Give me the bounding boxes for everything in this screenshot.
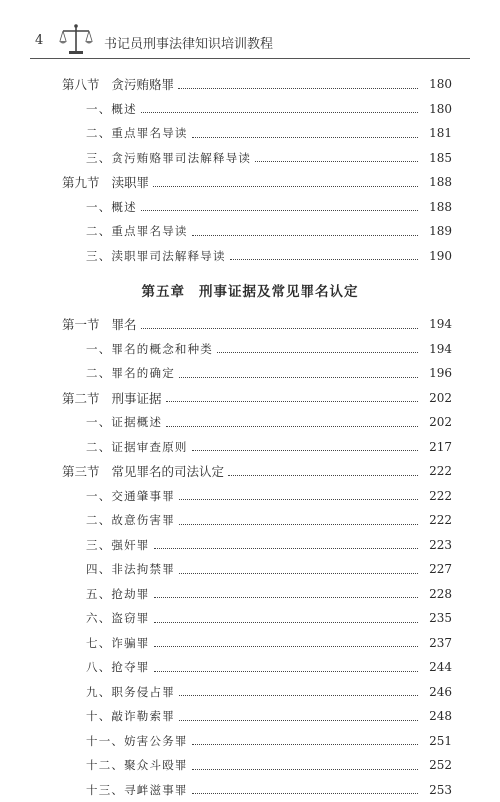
toc-subsection-entry[interactable]: [0, 195, 500, 220]
dot-leader: [154, 622, 419, 623]
dot-leader: [179, 499, 418, 500]
toc-subsection-entry[interactable]: [0, 582, 500, 607]
toc-subsection-entry[interactable]: [0, 729, 500, 754]
page-reference: 244: [422, 660, 452, 674]
page-reference: 217: [422, 440, 452, 454]
book-title: 书记员刑事法律知识培训教程: [104, 33, 273, 52]
chapter-number: 第五章: [142, 280, 186, 300]
entry-title: 二、重点罪名导读: [86, 223, 188, 239]
page-reference: 202: [422, 415, 452, 429]
dot-leader: [217, 352, 418, 353]
dot-leader: [230, 259, 418, 260]
toc-sections-after: [0, 312, 500, 802]
toc-section-entry[interactable]: [0, 459, 500, 484]
header-divider: [30, 58, 470, 59]
dot-leader: [153, 186, 418, 187]
dot-leader: [141, 328, 418, 329]
entry-title: 常见罪名的司法认定: [112, 462, 225, 480]
dot-leader: [166, 401, 418, 402]
scales-of-justice-icon: [58, 22, 94, 56]
entry-title: 渎职罪: [112, 173, 150, 191]
toc-subsection-entry[interactable]: [0, 753, 500, 778]
entry-title: 一、交通肇事罪: [86, 488, 175, 504]
toc-subsection-entry[interactable]: [0, 146, 500, 171]
dot-leader: [192, 793, 418, 794]
toc-section-entry[interactable]: [0, 72, 500, 97]
page-reference: 180: [422, 102, 452, 116]
dot-leader: [192, 450, 418, 451]
dot-leader: [154, 671, 419, 672]
dot-leader: [154, 548, 419, 549]
entry-title: 五、抢劫罪: [86, 586, 150, 602]
page-reference: 235: [422, 611, 452, 625]
toc-subsection-entry[interactable]: [0, 778, 500, 802]
toc-subsection-entry[interactable]: [0, 244, 500, 269]
page-reference: 222: [422, 464, 452, 478]
dot-leader: [179, 720, 418, 721]
toc-subsection-entry[interactable]: [0, 410, 500, 435]
page-reference: 251: [422, 734, 452, 748]
dot-leader: [166, 426, 418, 427]
entry-title: 三、贪污贿赂罪司法解释导读: [86, 150, 251, 166]
page-reference: 227: [422, 562, 452, 576]
table-of-contents: [0, 72, 500, 802]
dot-leader: [179, 524, 418, 525]
section-number: 第二节: [62, 389, 100, 407]
dot-leader: [154, 597, 419, 598]
entry-title: 七、诈骗罪: [86, 635, 150, 651]
entry-title: 贪污贿赂罪: [112, 75, 175, 93]
page-reference: 194: [422, 342, 452, 356]
section-number: 第一节: [62, 315, 100, 333]
page-reference: 185: [422, 151, 452, 165]
entry-title: 二、重点罪名导读: [86, 125, 188, 141]
entry-title: 一、概述: [86, 199, 137, 215]
toc-subsection-entry[interactable]: [0, 655, 500, 680]
dot-leader: [192, 235, 418, 236]
entry-title: 三、渎职罪司法解释导读: [86, 248, 226, 264]
toc-sections-before: [0, 72, 500, 268]
section-number: 第三节: [62, 462, 100, 480]
entry-title: 十二、聚众斗殴罪: [86, 757, 188, 773]
entry-title: 一、概述: [86, 101, 137, 117]
toc-subsection-entry[interactable]: [0, 435, 500, 460]
entry-title: 刑事证据: [112, 389, 162, 407]
entry-title: 二、证据审查原则: [86, 439, 188, 455]
page-reference: 248: [422, 709, 452, 723]
dot-leader: [141, 112, 418, 113]
page-header: [0, 0, 500, 62]
entry-title: 四、非法拘禁罪: [86, 561, 175, 577]
page-reference: 188: [422, 200, 452, 214]
dot-leader: [255, 161, 418, 162]
toc-subsection-entry[interactable]: [0, 484, 500, 509]
entry-title: 一、证据概述: [86, 414, 162, 430]
toc-subsection-entry[interactable]: [0, 704, 500, 729]
toc-subsection-entry[interactable]: [0, 533, 500, 558]
page-reference: 188: [422, 175, 452, 189]
entry-title: 十一、妨害公务罪: [86, 733, 188, 749]
entry-title: 三、强奸罪: [86, 537, 150, 553]
chapter-title: 刑事证据及常见罪名认定: [199, 280, 359, 300]
toc-subsection-entry[interactable]: [0, 508, 500, 533]
toc-subsection-entry[interactable]: [0, 361, 500, 386]
toc-subsection-entry[interactable]: [0, 121, 500, 146]
page-reference: 189: [422, 224, 452, 238]
page-reference: 223: [422, 538, 452, 552]
toc-section-entry[interactable]: [0, 312, 500, 337]
entry-title: 二、罪名的确定: [86, 365, 175, 381]
dot-leader: [192, 744, 418, 745]
page-reference: 237: [422, 636, 452, 650]
dot-leader: [141, 210, 418, 211]
entry-title: 十三、寻衅滋事罪: [86, 782, 188, 798]
toc-subsection-entry[interactable]: [0, 606, 500, 631]
chapter-heading[interactable]: [0, 268, 500, 312]
page-reference: 253: [422, 783, 452, 797]
dot-leader: [192, 769, 418, 770]
dot-leader: [179, 573, 418, 574]
page-reference: 180: [422, 77, 452, 91]
page-reference: 228: [422, 587, 452, 601]
entry-title: 罪名: [112, 315, 137, 333]
dot-leader: [179, 377, 418, 378]
toc-subsection-entry[interactable]: [0, 337, 500, 362]
page-number: 4: [35, 33, 43, 48]
entry-title: 六、盗窃罪: [86, 610, 150, 626]
page-reference: 190: [422, 249, 452, 263]
page-reference: 246: [422, 685, 452, 699]
page-reference: 196: [422, 366, 452, 380]
toc-subsection-entry[interactable]: [0, 557, 500, 582]
page-reference: 222: [422, 489, 452, 503]
toc-subsection-entry[interactable]: [0, 680, 500, 705]
page-reference: 222: [422, 513, 452, 527]
toc-subsection-entry[interactable]: [0, 219, 500, 244]
section-number: 第八节: [62, 75, 100, 93]
dot-leader: [192, 137, 418, 138]
entry-title: 十、敲诈勒索罪: [86, 708, 175, 724]
page-reference: 181: [422, 126, 452, 140]
toc-subsection-entry[interactable]: [0, 97, 500, 122]
page-reference: 194: [422, 317, 452, 331]
dot-leader: [179, 695, 418, 696]
page-reference: 202: [422, 391, 452, 405]
entry-title: 一、罪名的概念和种类: [86, 341, 213, 357]
section-number: 第九节: [62, 173, 100, 191]
entry-title: 二、故意伤害罪: [86, 512, 175, 528]
toc-section-entry[interactable]: [0, 170, 500, 195]
dot-leader: [228, 475, 418, 476]
page-reference: 252: [422, 758, 452, 772]
dot-leader: [178, 88, 418, 89]
toc-section-entry[interactable]: [0, 386, 500, 411]
entry-title: 九、职务侵占罪: [86, 684, 175, 700]
entry-title: 八、抢夺罪: [86, 659, 150, 675]
dot-leader: [154, 646, 419, 647]
toc-subsection-entry[interactable]: [0, 631, 500, 656]
